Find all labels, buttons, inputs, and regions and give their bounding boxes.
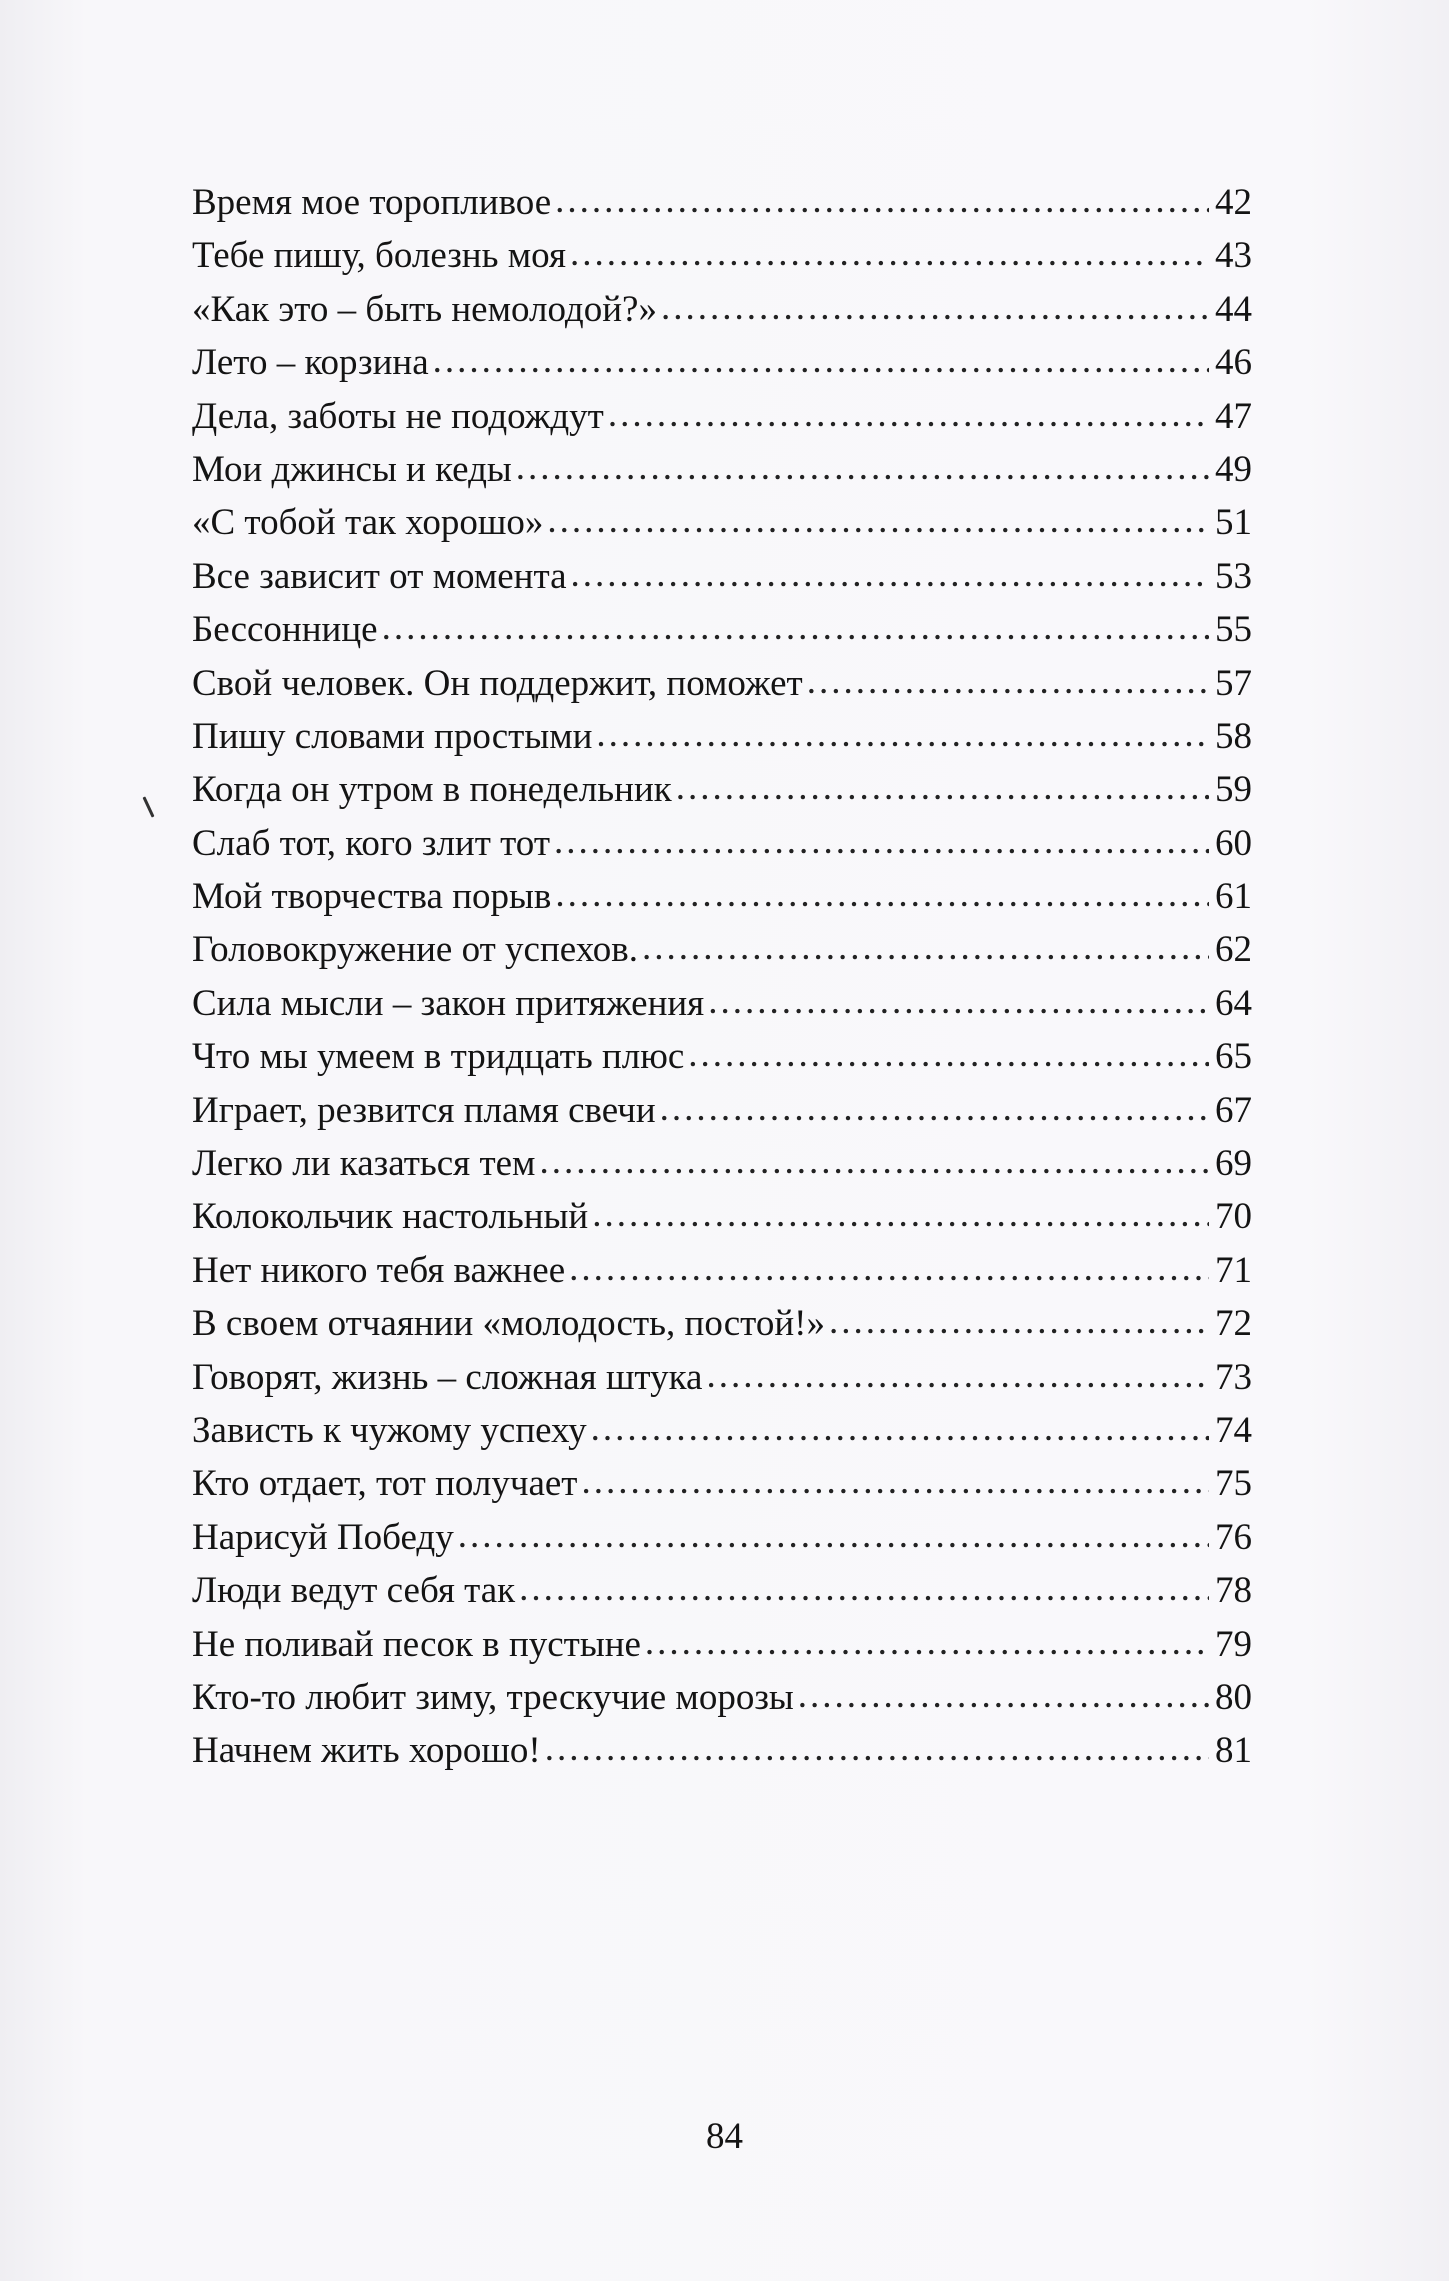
toc-entry-title: Говорят, жизнь – сложная штука (192, 1356, 703, 1398)
table-of-contents (192, 176, 1252, 1778)
toc-dot-leader (706, 1349, 1209, 1402)
toc-entry-title: Играет, резвится пламя свечи (192, 1089, 656, 1131)
toc-dot-leader (569, 1242, 1209, 1295)
toc-dot-leader (519, 1562, 1209, 1615)
toc-entry-page: 67 (1215, 1089, 1252, 1131)
toc-entry-page: 44 (1215, 288, 1252, 330)
toc-entry-title: Начнем жить хорошо! (192, 1730, 541, 1772)
toc-entry (192, 390, 1252, 443)
toc-entry-page: 80 (1215, 1676, 1252, 1718)
toc-entry-title: Все зависит от момента (192, 555, 567, 597)
toc-entry (192, 496, 1252, 549)
toc-dot-leader (382, 601, 1209, 654)
toc-entry-page: 47 (1215, 395, 1252, 437)
toc-entry-page: 57 (1215, 662, 1252, 704)
toc-entry-title: Лето – корзина (192, 342, 429, 384)
toc-entry (192, 336, 1252, 389)
toc-entry-title: Время мое торопливое (192, 182, 552, 223)
toc-dot-leader (829, 1295, 1209, 1348)
toc-entry-page: 46 (1215, 342, 1252, 384)
toc-entry-page: 61 (1215, 876, 1252, 918)
toc-entry-page: 53 (1215, 555, 1252, 597)
toc-entry (192, 1618, 1252, 1671)
toc-dot-leader (608, 388, 1209, 441)
toc-entry-page: 71 (1215, 1249, 1252, 1291)
toc-entry-page: 74 (1215, 1409, 1252, 1451)
toc-dot-leader (458, 1509, 1209, 1562)
toc-entry (192, 443, 1252, 496)
toc-dot-leader (545, 1722, 1209, 1775)
toc-entry-title: Бессоннице (192, 609, 378, 651)
toc-entry-title: Кто-то любит зиму, трескучие морозы (192, 1676, 794, 1718)
toc-dot-leader (592, 1188, 1209, 1241)
toc-entry-title: Не поливай песок в пустыне (192, 1623, 641, 1665)
toc-entry (192, 1724, 1252, 1777)
toc-dot-leader (708, 975, 1209, 1028)
toc-entry (192, 1457, 1252, 1510)
toc-entry-page: 72 (1215, 1303, 1252, 1345)
toc-dot-leader (433, 334, 1209, 387)
toc-dot-leader (642, 921, 1209, 974)
toc-entry-page: 81 (1215, 1730, 1252, 1772)
toc-dot-leader (676, 761, 1209, 814)
toc-entry-page: 76 (1215, 1516, 1252, 1558)
toc-entry (192, 977, 1252, 1030)
toc-dot-leader (581, 1455, 1209, 1508)
toc-entry-title: «Как это – быть немолодой?» (192, 288, 657, 330)
toc-entry-title: Нарисуй Победу (192, 1516, 454, 1558)
toc-entry-title: Дела, заботы не подождут (192, 395, 604, 437)
toc-dot-leader (571, 548, 1210, 601)
toc-entry-page: 73 (1215, 1356, 1252, 1398)
toc-entry (192, 763, 1252, 816)
toc-entry-title: Мои джинсы и кеды (192, 448, 512, 490)
toc-entry (192, 176, 1252, 229)
toc-entry (192, 1190, 1252, 1243)
toc-entry-page: 58 (1215, 715, 1252, 757)
toc-entry-title: Мой творчества порыв (192, 876, 552, 918)
toc-entry (192, 870, 1252, 923)
toc-dot-leader (555, 868, 1209, 921)
toc-entry (192, 1084, 1252, 1137)
toc-entry-title: Головокружение от успехов. (192, 929, 639, 971)
toc-dot-leader (661, 281, 1209, 334)
toc-entry-title: Тебе пишу, болезнь моя (192, 235, 566, 277)
toc-entry-title: «С тобой так хорошо» (192, 502, 544, 544)
toc-entry (192, 1297, 1252, 1350)
toc-entry-title: Пишу словами простыми (192, 715, 593, 757)
toc-entry (192, 229, 1252, 282)
toc-entry-page: 64 (1215, 982, 1252, 1024)
toc-entry-page: 43 (1215, 235, 1252, 277)
toc-entry-page: 49 (1215, 448, 1252, 490)
toc-dot-leader (596, 708, 1209, 761)
toc-entry (192, 710, 1252, 763)
toc-entry-page: 62 (1215, 929, 1252, 971)
toc-entry (192, 1511, 1252, 1564)
toc-entry-page: 69 (1215, 1143, 1252, 1185)
toc-entry (192, 1671, 1252, 1724)
toc-entry (192, 603, 1252, 656)
toc-entry-title: Когда он утром в понедельник (192, 769, 672, 811)
toc-entry (192, 1030, 1252, 1083)
toc-entry-title: Зависть к чужому успеху (192, 1409, 587, 1451)
toc-entry-page: 55 (1215, 609, 1252, 651)
toc-dot-leader (688, 1028, 1209, 1081)
toc-dot-leader (807, 655, 1209, 708)
toc-entry-page: 75 (1215, 1463, 1252, 1505)
toc-dot-leader (554, 815, 1209, 868)
stray-pen-mark (142, 796, 154, 817)
toc-entry (192, 283, 1252, 336)
toc-entry-title: Что мы умеем в тридцать плюс (192, 1036, 685, 1078)
toc-entry (192, 1137, 1252, 1190)
toc-entry-title: Нет никого тебя важнее (192, 1249, 566, 1291)
toc-dot-leader (539, 1135, 1209, 1188)
toc-entry (192, 1351, 1252, 1404)
toc-entry-page: 60 (1215, 822, 1252, 864)
toc-entry-page: 65 (1215, 1036, 1252, 1078)
toc-entry-page: 79 (1215, 1623, 1252, 1665)
toc-entry (192, 923, 1252, 976)
toc-entry-page: 59 (1215, 769, 1252, 811)
toc-entry (192, 657, 1252, 710)
toc-dot-leader (555, 174, 1209, 227)
toc-entry (192, 1244, 1252, 1297)
toc-entry-title: Колокольчик настольный (192, 1196, 589, 1238)
toc-dot-leader (660, 1082, 1209, 1135)
toc-entry-page: 70 (1215, 1196, 1252, 1238)
toc-entry-page: 51 (1215, 502, 1252, 544)
toc-entry-title: Кто отдает, тот получает (192, 1463, 578, 1505)
toc-dot-leader (570, 227, 1209, 280)
toc-entry-title: Легко ли казаться тем (192, 1143, 536, 1185)
toc-entry (192, 1404, 1252, 1457)
toc-dot-leader (547, 494, 1209, 547)
toc-entry-title: Слаб тот, кого злит тот (192, 822, 550, 864)
toc-entry-title: Свой человек. Он поддержит, поможет (192, 662, 803, 704)
toc-dot-leader (591, 1402, 1209, 1455)
toc-entry-title: В своем отчаянии «молодость, постой!» (192, 1303, 825, 1345)
toc-entry (192, 817, 1252, 870)
toc-dot-leader (645, 1616, 1209, 1669)
toc-entry-page: 42 (1215, 182, 1252, 223)
toc-entry-title: Сила мысли – закон притяжения (192, 982, 705, 1024)
toc-dot-leader (798, 1669, 1209, 1722)
toc-entry (192, 550, 1252, 603)
toc-entry (192, 1564, 1252, 1617)
page-number: 84 (706, 2116, 743, 2157)
toc-entry-page: 78 (1215, 1570, 1252, 1612)
toc-entry-title: Люди ведут себя так (192, 1570, 516, 1612)
toc-dot-leader (516, 441, 1209, 494)
